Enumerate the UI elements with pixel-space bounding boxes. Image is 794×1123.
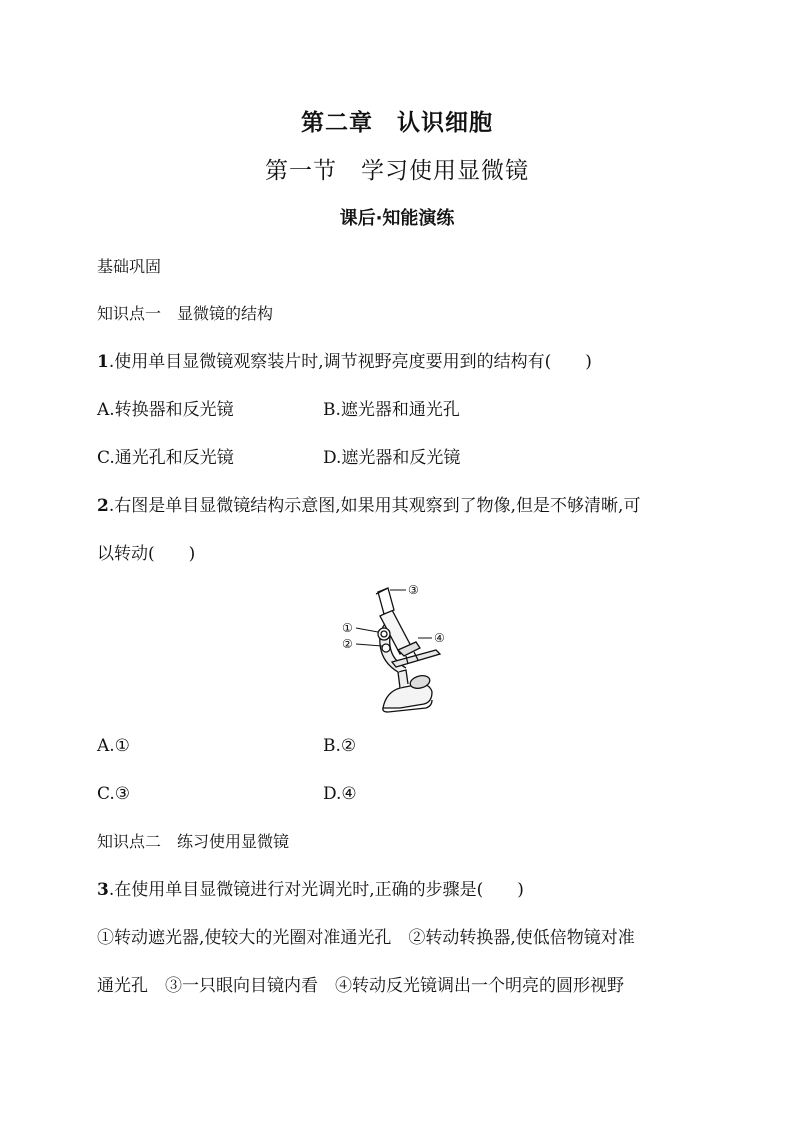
microscope-diagram bbox=[328, 580, 453, 715]
q1-option-b: B.遮光器和通光孔 bbox=[323, 400, 460, 420]
q2-option-c: C.③ bbox=[97, 784, 131, 804]
subtitle: 课后·知能演练 bbox=[339, 208, 455, 229]
question-number: 1 bbox=[97, 352, 109, 372]
question-number: 3 bbox=[97, 880, 109, 900]
knowledge-point-1: 知识点一 显微镜的结构 bbox=[97, 304, 274, 323]
chapter-title: 第二章 认识细胞 bbox=[301, 110, 493, 136]
q1-option-c: C.通光孔和反光镜 bbox=[97, 448, 234, 468]
figure-label-1: ① bbox=[342, 621, 353, 635]
category-heading: 基础巩固 bbox=[97, 257, 162, 276]
q3-steps-line-1: ①转动遮光器,使较大的光圈对准通光孔 ②转动转换器,使低倍物镜对准 bbox=[97, 928, 635, 948]
question-text: .使用单目显微镜观察装片时,调节视野亮度要用到的结构有( ) bbox=[108, 352, 592, 372]
question-text: .在使用单目显微镜进行对光调光时,正确的步骤是( ) bbox=[108, 880, 524, 900]
q1-option-d: D.遮光器和反光镜 bbox=[323, 448, 461, 468]
section-title: 第一节 学习使用显微镜 bbox=[265, 158, 529, 184]
question-text: .右图是单目显微镜结构示意图,如果用其观察到了物像,但是不够清晰,可 bbox=[108, 496, 641, 516]
figure-label-3: ③ bbox=[408, 583, 419, 597]
q2-option-d: D.④ bbox=[323, 784, 357, 804]
q2-option-b: B.② bbox=[323, 736, 357, 756]
question-2-line-2: 以转动( ) bbox=[97, 544, 196, 564]
figure-label-2: ② bbox=[342, 637, 353, 651]
question-2-line-1 bbox=[97, 494, 640, 518]
q2-option-a: A.① bbox=[97, 736, 130, 756]
question-1 bbox=[97, 350, 592, 374]
question-3 bbox=[97, 878, 524, 902]
question-number: 2 bbox=[97, 496, 109, 516]
figure-label-4: ④ bbox=[434, 631, 445, 645]
q1-option-a: A.转换器和反光镜 bbox=[97, 400, 234, 420]
knowledge-point-2: 知识点二 练习使用显微镜 bbox=[97, 832, 290, 851]
q3-steps-line-2: 通光孔 ③一只眼向目镜内看 ④转动反光镜调出一个明亮的圆形视野 bbox=[97, 976, 624, 996]
